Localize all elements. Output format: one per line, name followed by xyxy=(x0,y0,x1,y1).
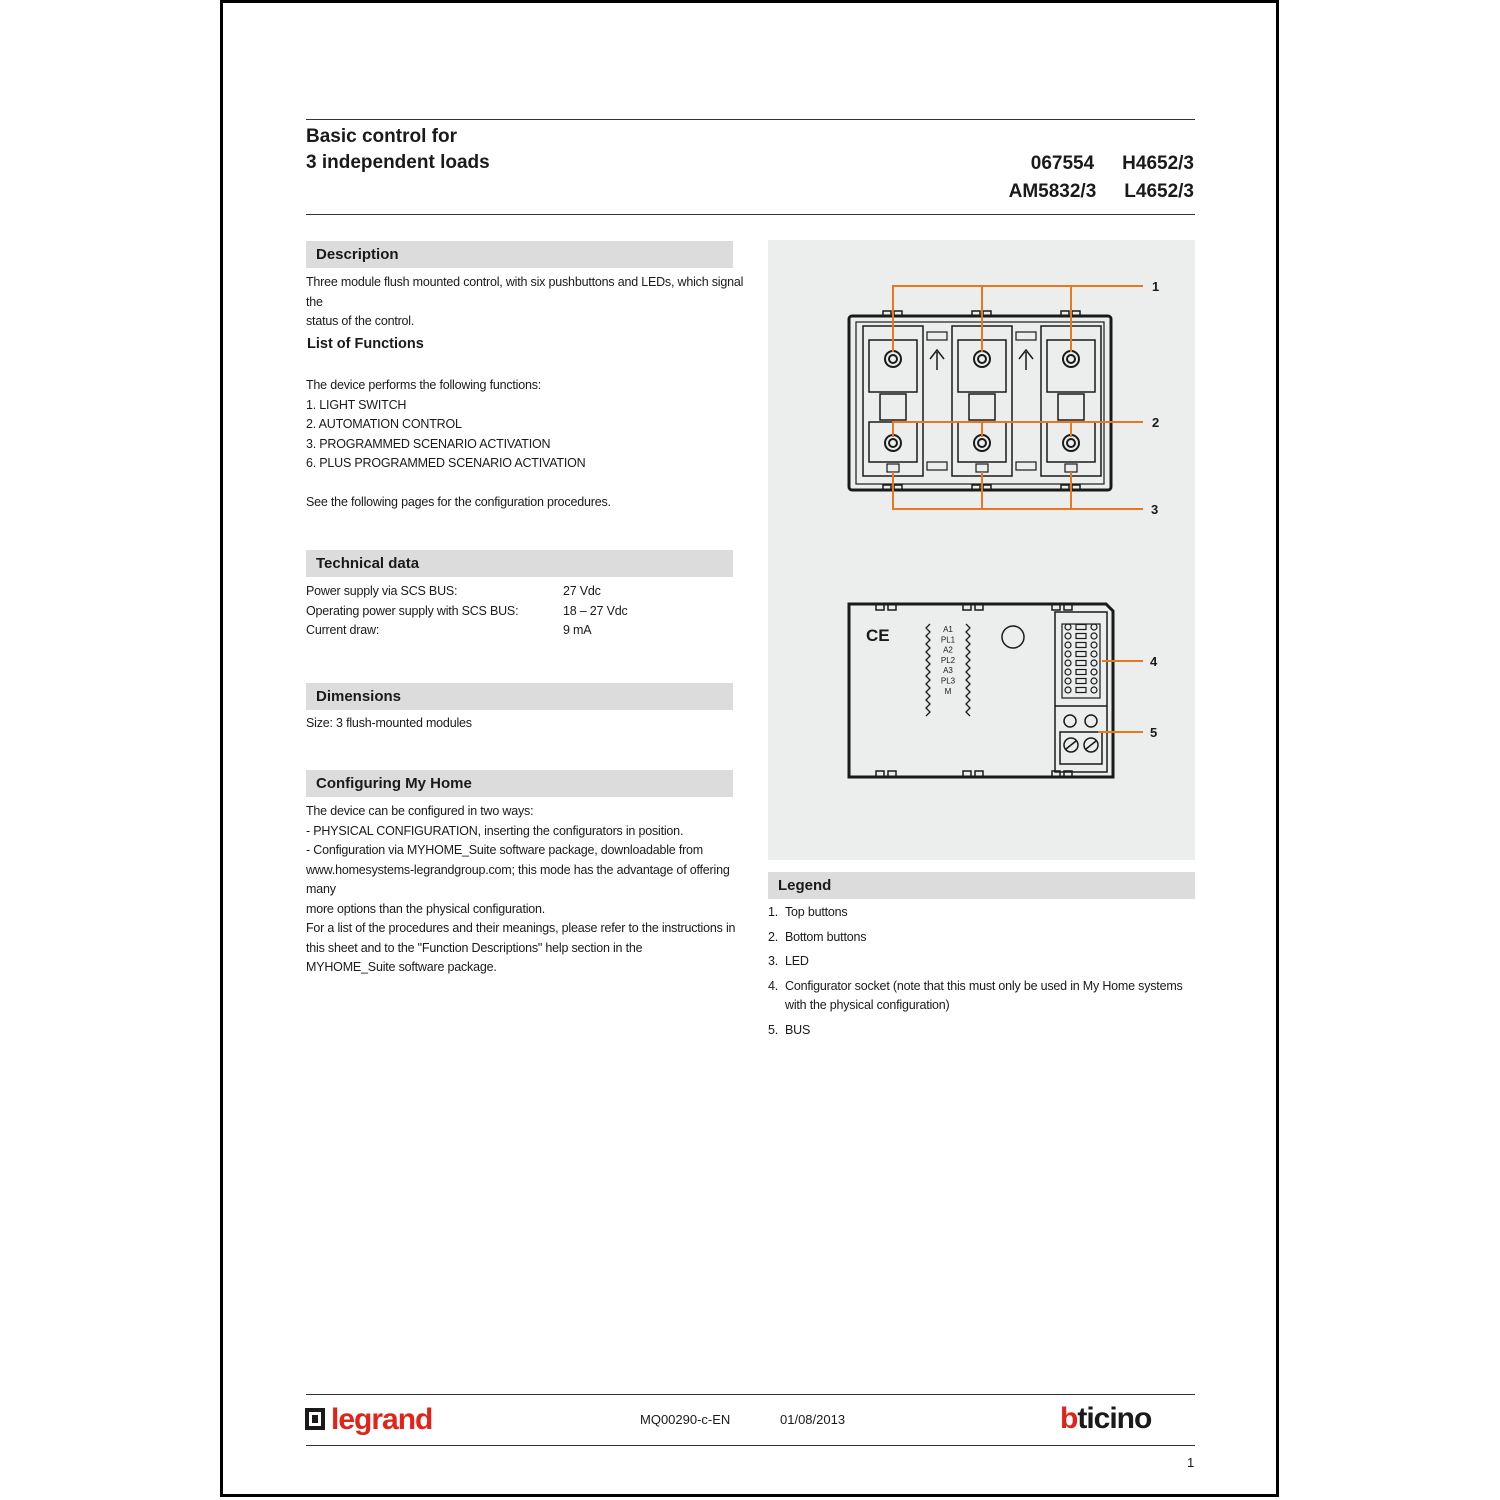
socket-slot xyxy=(1076,634,1086,639)
function-item: 3. PROGRAMMED SCENARIO ACTIVATION xyxy=(306,436,551,451)
legend-number: 3. xyxy=(768,954,779,968)
configuring-heading: Configuring My Home xyxy=(306,770,733,797)
socket-pin xyxy=(1091,678,1097,684)
function-item: 1. LIGHT SWITCH xyxy=(306,397,407,412)
legend-number: 5. xyxy=(768,1022,779,1037)
socket-pin xyxy=(1065,651,1071,657)
legend-number: 2. xyxy=(768,929,779,944)
legend-text: Bottom buttons xyxy=(785,929,867,944)
code-h4652: H4652/3 xyxy=(1122,153,1194,174)
page-title xyxy=(306,124,490,176)
legend-text: LED xyxy=(785,954,809,968)
technical-heading: Technical data xyxy=(306,550,733,577)
socket-pin xyxy=(1065,624,1071,630)
socket-pin xyxy=(1065,660,1071,666)
socket-slot xyxy=(1076,661,1086,666)
configuring-line: The device can be configured in two ways: xyxy=(306,804,534,818)
legrand-mark-icon xyxy=(305,1408,325,1430)
functions-note: See the following pages for the configuration procedures. xyxy=(306,495,611,509)
terminal-label: PL2 xyxy=(940,655,956,665)
socket-pin xyxy=(1091,624,1097,630)
callout-5: 5 xyxy=(1150,725,1158,740)
technical-label: Operating power supply with SCS BUS: xyxy=(306,603,519,618)
dimensions-heading: Dimensions xyxy=(306,683,733,710)
function-item: 6. PLUS PROGRAMMED SCENARIO ACTIVATION xyxy=(306,456,586,470)
technical-table xyxy=(306,582,736,641)
functions-heading: List of Functions xyxy=(307,336,424,352)
header-bottom-rule xyxy=(306,214,1195,215)
description-text xyxy=(306,273,746,332)
technical-value: 18 – 27 Vdc xyxy=(563,603,628,618)
socket-pin xyxy=(1065,642,1071,648)
legend-text: Configurator socket (note that this must only be used in My Home systems with the physical configuration) xyxy=(785,978,1183,1012)
callout-1: 1 xyxy=(1152,279,1160,294)
technical-value: 9 mA xyxy=(563,623,592,637)
socket-slot xyxy=(1076,652,1086,657)
page-number: 1 xyxy=(1187,1455,1195,1470)
socket-pin xyxy=(1065,687,1071,693)
functions-intro: The device performs the following functions: xyxy=(306,378,542,392)
dimensions-text: Size: 3 flush-mounted modules xyxy=(306,716,472,730)
legrand-wordmark: legrand xyxy=(331,1403,433,1436)
legend-number: 1. xyxy=(768,905,779,919)
terminal-label: PL3 xyxy=(940,676,956,686)
legrand-logo xyxy=(305,1403,432,1437)
terminal-label: M xyxy=(944,686,952,696)
title-line-2: 3 independent loads xyxy=(306,152,490,173)
legend-item xyxy=(768,903,1195,923)
leader-lines-rear xyxy=(1098,661,1143,732)
functions-list xyxy=(306,376,736,513)
legend-item xyxy=(768,928,1195,948)
configuring-line: - PHYSICAL CONFIGURATION, inserting the configurators in position. xyxy=(306,823,684,838)
description-line-2: status of the control. xyxy=(306,314,415,328)
socket-pin xyxy=(1091,660,1097,666)
description-heading: Description xyxy=(306,241,733,268)
ce-mark: CE xyxy=(866,626,890,645)
description-line-1: Three module flush mounted control, with six pushbuttons and LEDs, which signal the xyxy=(306,275,744,309)
terminal-label: PL1 xyxy=(940,635,956,645)
socket-pin xyxy=(1091,669,1097,675)
bticino-b: b xyxy=(1060,1402,1078,1435)
callout-2: 2 xyxy=(1152,415,1160,430)
legend-item xyxy=(768,1021,1195,1041)
code-am5832: AM5832/3 xyxy=(1008,181,1097,202)
footer-bottom-rule xyxy=(306,1445,1195,1446)
configuring-line: MYHOME_Suite software package. xyxy=(306,960,497,974)
device-figure xyxy=(768,240,1195,860)
legend-heading: Legend xyxy=(768,872,1195,899)
device-drawing xyxy=(768,240,1195,860)
product-codes xyxy=(981,150,1194,206)
socket-pin xyxy=(1091,687,1097,693)
technical-row xyxy=(306,621,736,641)
socket-slot xyxy=(1076,688,1086,693)
leader-lines-front xyxy=(893,286,1143,509)
legend-item xyxy=(768,977,1195,1016)
socket-pin xyxy=(1091,633,1097,639)
configuring-line: more options than the physical configuration. xyxy=(306,901,546,916)
header-top-rule xyxy=(306,119,1195,120)
legend-item xyxy=(768,952,1195,972)
configuring-text xyxy=(306,802,746,978)
configuring-line: this sheet and to the "Function Descriptions" help section in the xyxy=(306,940,643,955)
terminal-label: A2 xyxy=(943,645,953,655)
technical-label: Current draw: xyxy=(306,623,380,637)
legend-text: Top buttons xyxy=(785,905,848,919)
socket-pin xyxy=(1091,651,1097,657)
configuring-line: www.homesystems-legrandgroup.com; this mode has the advantage of offering many xyxy=(306,862,730,896)
code-l4652: L4652/3 xyxy=(1124,181,1194,202)
configuring-line: - Configuration via MYHOME_Suite software package, downloadable from xyxy=(306,843,704,857)
configurator-socket-pins xyxy=(1065,624,1097,693)
technical-row xyxy=(306,602,736,622)
bticino-logo xyxy=(1060,1402,1151,1436)
socket-slot xyxy=(1076,679,1086,684)
terminal-label: A1 xyxy=(943,625,953,634)
configuring-line: For a list of the procedures and their meanings, please refer to the instructions in xyxy=(306,921,736,935)
technical-value: 27 Vdc xyxy=(563,584,601,598)
socket-slot xyxy=(1076,643,1086,648)
callout-4: 4 xyxy=(1150,654,1158,669)
legend-number: 4. xyxy=(768,978,779,993)
legend-text: BUS xyxy=(785,1022,811,1037)
technical-row xyxy=(306,582,736,602)
code-067554: 067554 xyxy=(1030,153,1095,174)
bticino-wordmark: ticino xyxy=(1077,1402,1152,1435)
title-line-1: Basic control for xyxy=(306,126,457,147)
function-item: 2. AUTOMATION CONTROL xyxy=(306,417,462,431)
technical-label: Power supply via SCS BUS: xyxy=(306,584,458,598)
socket-pin xyxy=(1065,669,1071,675)
socket-slot xyxy=(1076,625,1086,630)
socket-pin xyxy=(1091,642,1097,648)
terminal-labels xyxy=(941,625,956,696)
legend-list xyxy=(768,903,1195,1045)
document-date: 01/08/2013 xyxy=(780,1412,846,1427)
socket-pin xyxy=(1065,678,1071,684)
terminal-label: A3 xyxy=(943,666,953,676)
socket-slot xyxy=(1076,670,1086,675)
callout-3: 3 xyxy=(1151,502,1159,517)
footer-top-rule xyxy=(306,1394,1195,1395)
document-code: MQ00290-c-EN xyxy=(640,1412,731,1427)
socket-pin xyxy=(1065,633,1071,639)
